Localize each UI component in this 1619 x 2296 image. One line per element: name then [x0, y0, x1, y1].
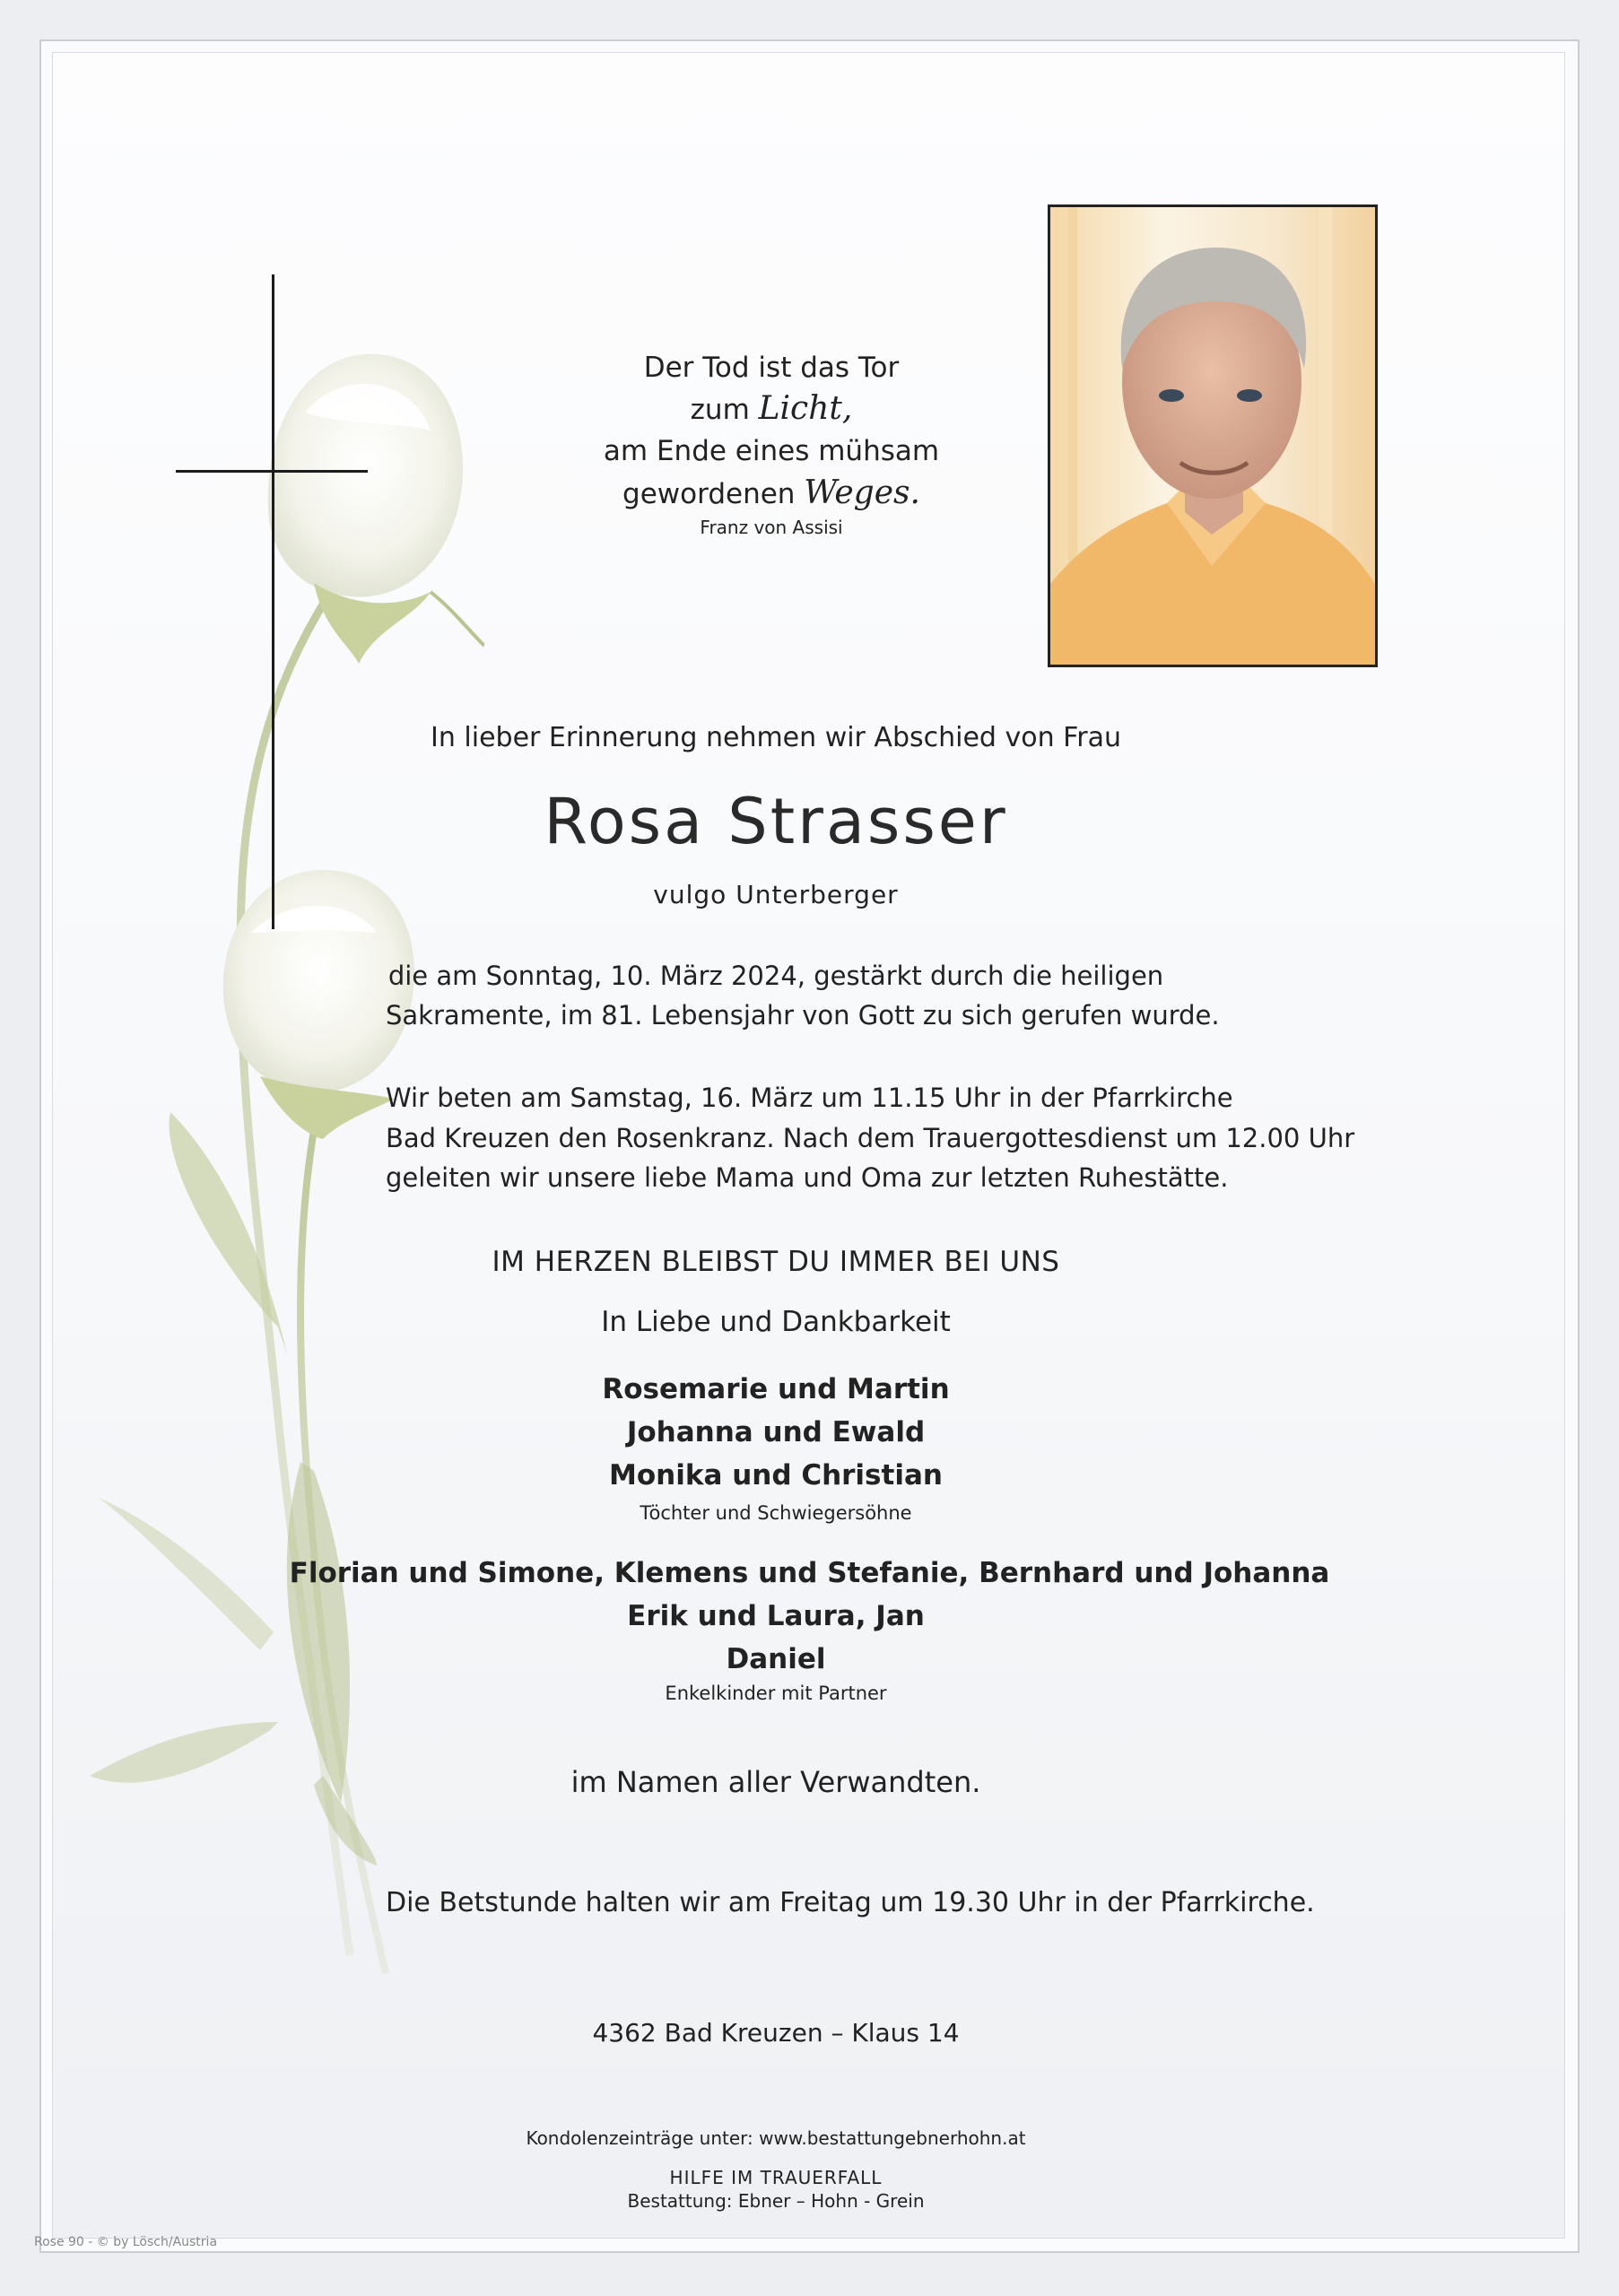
quote-line-4 [484, 472, 1058, 516]
quote-line-3: am Ende eines mühsam [603, 435, 940, 467]
motto: IM HERZEN BLEIBST DU IMMER BEI UNS [492, 1246, 1060, 1278]
quote-author: Franz von Assisi [700, 517, 843, 538]
quote-word-licht: Licht, [758, 390, 853, 427]
service-text-line-3: geleiten wir unsere liebe Mama und Oma zur letzten Ruhestätte. [386, 1162, 1229, 1193]
grandchildren-2: Erik und Laura, Jan [627, 1600, 925, 1632]
address: 4362 Bad Kreuzen – Klaus 14 [592, 2018, 960, 2048]
thanks-text: In Liebe und Dankbarkeit [601, 1306, 951, 1338]
service-text-line-2: Bad Kreuzen den Rosenkranz. Nach dem Trauergottesdienst um 12.00 Uhr [386, 1123, 1355, 1153]
quote-line-1: Der Tod ist das Tor [643, 352, 900, 384]
daughters-relation: Töchter und Schwiegersöhne [640, 1502, 912, 1524]
prayer-hour-text: Die Betstunde halten wir am Freitag um 19.30 Uhr in der Pfarrkirche. [386, 1887, 1315, 1918]
quote-line-2 [484, 387, 1058, 431]
cross-vertical-icon [272, 274, 274, 929]
death-text-line-1: die am Sonntag, 10. März 2024, gestärkt durch die heiligen [387, 961, 1164, 991]
grandchildren-1: Florian und Simone, Klemens und Stefanie, Bernhard und Johanna [289, 1557, 1330, 1589]
daughter-1: Rosemarie und Martin [602, 1373, 950, 1405]
copyright-text: Rose 90 - © by Lösch/Austria [34, 2235, 218, 2249]
quote-word-weges: Weges. [804, 474, 920, 511]
undertaker-name: Bestattung: Ebner – Hohn - Grein [627, 2190, 925, 2212]
daughter-3: Monika und Christian [609, 1459, 943, 1492]
relatives-text: im Namen aller Verwandten. [570, 1765, 981, 1799]
undertaker-slogan: HILFE IM TRAUERFALL [669, 2167, 883, 2188]
daughter-2: Johanna und Ewald [626, 1416, 926, 1448]
cross-horizontal-icon [176, 470, 368, 473]
vulgo-name: vulgo Unterberger [653, 880, 899, 909]
service-text-line-1: Wir beten am Samstag, 16. März um 11.15 Uhr in der Pfarrkirche [386, 1083, 1233, 1113]
quote-line-2-pre: zum [690, 394, 750, 426]
grandchildren-3: Daniel [726, 1643, 826, 1675]
condolence-link: Kondolenzeinträge unter: www.bestattungebnerhohn.at [526, 2127, 1026, 2149]
intro-text: In lieber Erinnerung nehmen wir Abschied von Frau [431, 722, 1121, 753]
deceased-name: Rosa Strasser [544, 785, 1008, 858]
grandchildren-relation: Enkelkinder mit Partner [665, 1683, 887, 1704]
quote-line-4-pre: gewordenen [622, 478, 796, 510]
portrait-photo [1048, 204, 1378, 667]
death-text-line-2: Sakramente, im 81. Lebensjahr von Gott zu sich gerufen wurde. [386, 1000, 1220, 1031]
